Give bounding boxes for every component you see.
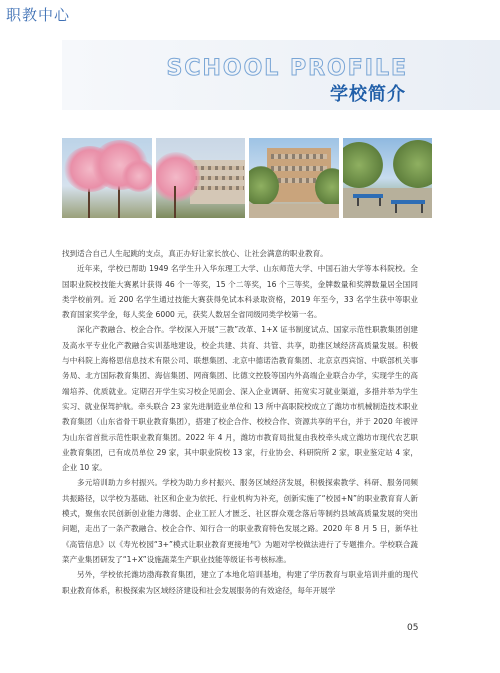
paragraph: 多元培训助力乡村振兴。学校为助力乡村振兴、服务区域经济发展，积极探索教学、科研、服务同频共振路径，以学校为基础、社区和企业为依托、行业机构为补充，创新实施了“校园+N”的职业教育育人新模式，聚焦农民创新创业能力薄弱、企业工匠人才匮乏、社区群众观念落后等制约县域高质量发展的突出问题，走出了一条产教融合、校企合作、知行合一的职业教育特色发展之路。2020 年 8 月 5 日，新华社《高管信息》以《寿光校园“3+”模式让职业教育更接地气》为题对学校做法进行了专题推介。学校联合蔬菜产业集团研发了“1+X”设施蔬菜生产职业技能等级证书考核标准。 [62, 478, 418, 564]
section-title-en: SCHOOL PROFILE [166, 56, 408, 81]
article-body [62, 246, 418, 598]
page-number: 05 [407, 623, 419, 633]
paragraph: 近年来，学校已帮助 1949 名学生升入华东理工大学、山东师范大学、中国石油大学等本科院校。全国职业院校技能大赛累计获得 46 个一等奖，15 个二等奖，16 个三等奖，金牌数量和奖牌数量居全国同类学校前列。近 200 名学生通过技能大赛获得免试本科录取资格，2019 年至今，33 名学生获中等职业教育国家奖学金，每人奖金 6000 元，获奖人数居全省同级同类学校第一名。 [62, 264, 418, 320]
campus-blossom-photo [62, 138, 152, 218]
section-title-cn: 学校简介 [330, 84, 406, 105]
photo-strip [62, 138, 432, 218]
campus-building-trees-photo [249, 138, 339, 218]
paragraph: 找到适合自己人生起跳的支点，真正办好让家长放心、让社会满意的职业教育。 [62, 249, 328, 258]
paragraph: 另外，学校依托潍坊渤海教育集团，建立了本地化培训基地，构建了学历教育与职业培训并重的现代职业教育体系，积极探索为区域经济建设和社会发展服务的有效途径，每年开展学 [62, 570, 418, 595]
paragraph: 深化产教融合、校企合作。学校深入开展“三教”改革、1+X 证书制度试点、国家示范性职教集团创建及高水平专业化产教融合实训基地建设，校企共建、共育、共管、共享，助推区域经济高质量发展。积极与中科院上海格思信息技术有限公司、联想集团、北京中德诺浩教育集团、北京京西宾馆、中联部机关事务局、北方国际教育集团、海信集团、网商集团、比德文控股等国内外高端企业联合办学，实现学生的高端培养、优质就业。定期召开学生实习校企见面会、深入企业调研、拓宽实习就业渠道，多措并举为学生实习、就业保驾护航。牵头联合 23 家先进制造业单位和 13 所中高职院校成立了潍坊市机械制造技术职业教育集团（山东省骨干职业教育集团），搭建了校企合作、校校合作、资源共享的平台，并于 2020 年被评为山东省首批示范性职业教育集团。2022 年 4 月，潍坊市教育局批复由我校牵头成立潍坊市现代农艺职业教育集团，已有成员单位 29 家，其中职业院校 13 家，行业协会、科研院所 2 家，职业鉴定站 4 家，企业 10 家。 [62, 325, 418, 473]
campus-pingpong-tables-photo [343, 138, 433, 218]
campus-blossom-building-photo [156, 138, 246, 218]
header-corner-label: 职教中心 [6, 6, 71, 24]
